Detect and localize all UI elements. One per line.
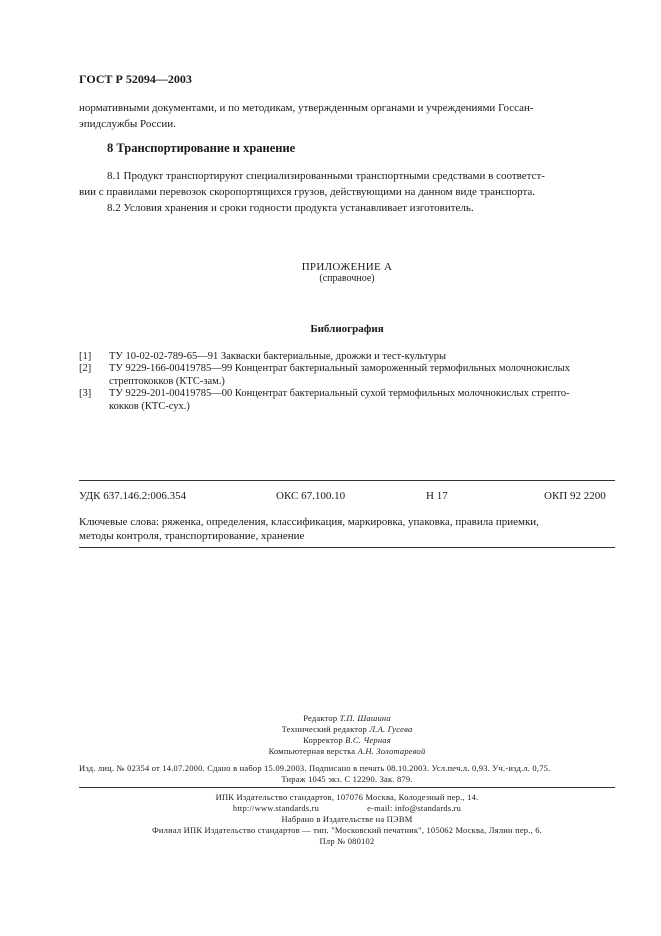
publisher-url: http://www.standards.ru [232, 803, 320, 813]
layout-name: А.Н. Золотаревой [357, 746, 426, 756]
bib-item-2 [79, 362, 615, 388]
section-8-title: 8 Транспортирование и хранение [107, 141, 296, 155]
bib-item-number: [2] [79, 363, 92, 374]
tech-editor-line [79, 724, 615, 735]
editor-label: Редактор [303, 713, 338, 723]
divider-keywords [79, 547, 615, 548]
bibliography-title: Библиография [310, 323, 384, 335]
bib-item-line: кокков (КТС-сух.) [109, 401, 190, 412]
h-code: Н 17 [426, 490, 448, 502]
intro-paragraph [79, 100, 615, 132]
keywords-line-1: Ключевые слова: ряженка, определения, классификация, маркировка, упаковка, правила приемки, [79, 516, 539, 528]
layout-label: Компьютерная верстка [268, 746, 356, 756]
keywords [79, 515, 615, 543]
layout-line [79, 746, 615, 757]
corrector-line [79, 735, 615, 746]
tech-editor-name: Л.А. Гусева [369, 724, 413, 734]
bib-item-text [109, 362, 615, 388]
section-8-body [79, 168, 615, 216]
editor-name: Т.П. Шашина [339, 713, 391, 723]
bib-item-3 [79, 387, 615, 413]
tech-editor-label: Технический редактор [281, 724, 367, 734]
bib-item-line: ТУ 9229-201-00419785—00 Концентрат бактериальный сухой термофильных молочнокислых стрепто- [109, 388, 570, 399]
publisher-contacts [79, 803, 615, 814]
imprint-line-1: Изд. лиц. № 02354 от 14.07.2000. Сдано в набор 15.09.2003. Подписано в печать 08.10.2003. Усл.печ.л. 0,93. Уч.-изд.л. 0,75. [79, 763, 551, 773]
para-8-1-line-1: 8.1 Продукт транспортируют специализированными транспортными средствами в соответст- [107, 170, 545, 182]
corrector-name: В.С. Черная [345, 735, 391, 745]
divider-top [79, 480, 615, 481]
appendix-subtitle: (справочное) [319, 273, 375, 284]
bib-item-text [109, 387, 615, 413]
intro-line-1: нормативными документами, и по методикам, утвержденным органами и учреждениями Госсан- [79, 102, 534, 114]
okp-code: ОКП 92 2200 [544, 490, 606, 502]
publisher-typeset: Набрано в Издательстве на ПЭВМ [281, 814, 413, 824]
publisher-email: e-mail: info@standards.ru [367, 803, 462, 813]
corrector-label: Корректор [303, 735, 343, 745]
bib-item-number: [3] [79, 388, 92, 399]
editors-block [79, 713, 615, 757]
editor-line [79, 713, 615, 724]
appendix-title: ПРИЛОЖЕНИЕ А [301, 261, 393, 273]
bib-item-number: [1] [79, 351, 92, 362]
keywords-line-2: методы контроля, транспортирование, хранение [79, 530, 305, 542]
imprint-line-2: Тираж 1045 экз. С 12290. Зак. 879. [281, 774, 413, 784]
bib-item-line: стрептококков (КТС-зам.) [109, 376, 225, 387]
oks-code: ОКС 67.100.10 [276, 490, 346, 502]
publisher-address: ИПК Издательство стандартов, 107076 Москва, Колодезный пер., 14. [215, 792, 479, 802]
publisher-license: Плр № 080102 [319, 836, 375, 846]
para-8-2: 8.2 Условия хранения и сроки годности продукта устанавливает изготовитель. [107, 202, 474, 214]
intro-line-2: эпидслужбы России. [79, 118, 176, 130]
publisher-block [79, 792, 615, 847]
bib-item-line: ТУ 9229-166-00419785—99 Концентрат бактериальный замороженный термофильных молочнокислых [109, 363, 570, 374]
divider-imprint [79, 787, 615, 788]
document-header: ГОСТ Р 52094—2003 [79, 72, 192, 86]
bib-item-line: ТУ 10-02-02-789-65—91 Закваски бактериальные, дрожжи и тест-культуры [109, 351, 446, 362]
publisher-branch: Филиал ИПК Издательство стандартов — тип. "Московский печатник", 105062 Москва, Лялин пер., 6. [151, 825, 542, 835]
udk-code: УДК 637.146.2:006.354 [79, 490, 187, 502]
para-8-1-line-2: вии с правилами перевозок скоропортящихся грузов, действующими на данном виде транспорта. [79, 186, 536, 198]
